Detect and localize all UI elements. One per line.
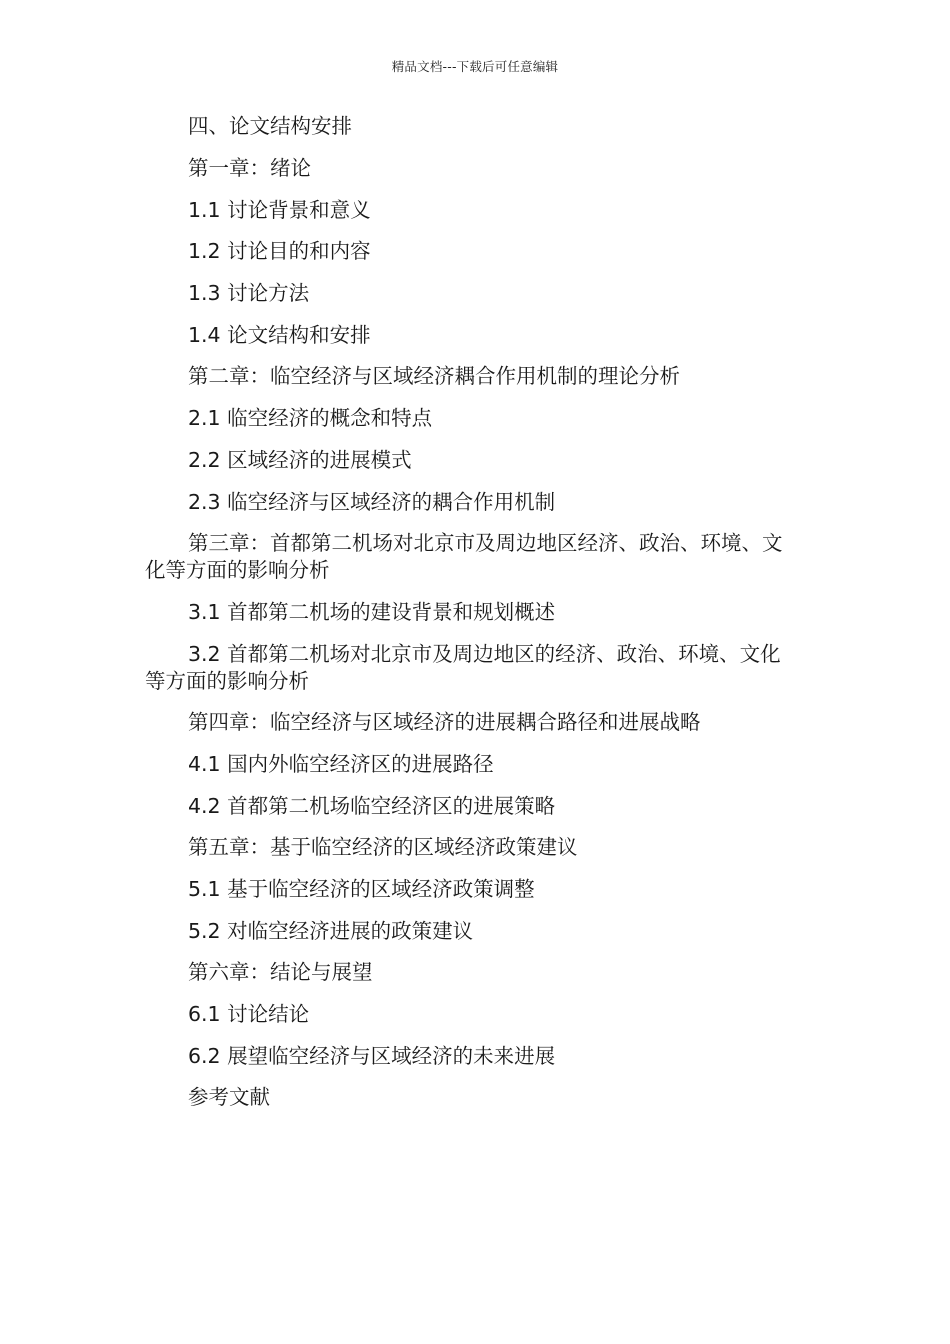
outline-item-chapter-6: 第六章：结论与展望 xyxy=(188,960,373,985)
section-title: 四、论文结构安排 xyxy=(188,114,352,138)
outline-item-chapter-1: 第一章：绪论 xyxy=(188,156,311,180)
outline-item-chapter-2: 第二章：临空经济与区域经济耦合作用机制的理论分析 xyxy=(188,364,680,389)
outline-item-1-4: 1.4 论文结构和安排 xyxy=(188,322,371,347)
outline-item-3-1: 3.1 首都第二机场的建设背景和规划概述 xyxy=(188,599,556,624)
outline-item-2-3: 2.3 临空经济与区域经济的耦合作用机制 xyxy=(188,489,556,514)
outline-item-chapter-3: 第三章：首都第二机场对北京市及周边地区经济、政治、环境、文化等方面的影响分析 xyxy=(145,531,783,583)
thesis-outline xyxy=(145,113,795,1126)
outline-item-4-2: 4.2 首都第二机场临空经济区的进展策略 xyxy=(188,793,556,818)
outline-item-6-2: 6.2 展望临空经济与区域经济的未来进展 xyxy=(188,1043,556,1068)
outline-item-2-1: 2.1 临空经济的概念和特点 xyxy=(188,406,433,431)
outline-item-1-1: 1.1 讨论背景和意义 xyxy=(188,197,371,222)
outline-item-3-2: 3.2 首都第二机场对北京市及周边地区的经济、政治、环境、文化等方面的影响分析 xyxy=(145,641,781,693)
outline-item-5-1: 5.1 基于临空经济的区域经济政策调整 xyxy=(188,877,535,901)
outline-item-5-2: 5.2 对临空经济进展的政策建议 xyxy=(188,918,474,943)
outline-item-chapter-5: 第五章：基于临空经济的区域经济政策建议 xyxy=(188,835,578,860)
outline-item-6-1: 6.1 讨论结论 xyxy=(188,1002,310,1027)
outline-item-chapter-4: 第四章：临空经济与区域经济的进展耦合路径和进展战略 xyxy=(188,710,701,735)
outline-item-4-1: 4.1 国内外临空经济区的进展路径 xyxy=(188,751,494,776)
outline-item-1-2: 1.2 讨论目的和内容 xyxy=(188,239,371,264)
outline-item-references: 参考文献 xyxy=(188,1085,270,1110)
page-header-note: 精品文档---下载后可任意编辑 xyxy=(391,59,559,74)
outline-item-1-3: 1.3 讨论方法 xyxy=(188,281,310,306)
outline-item-2-2: 2.2 区域经济的进展模式 xyxy=(188,447,412,472)
